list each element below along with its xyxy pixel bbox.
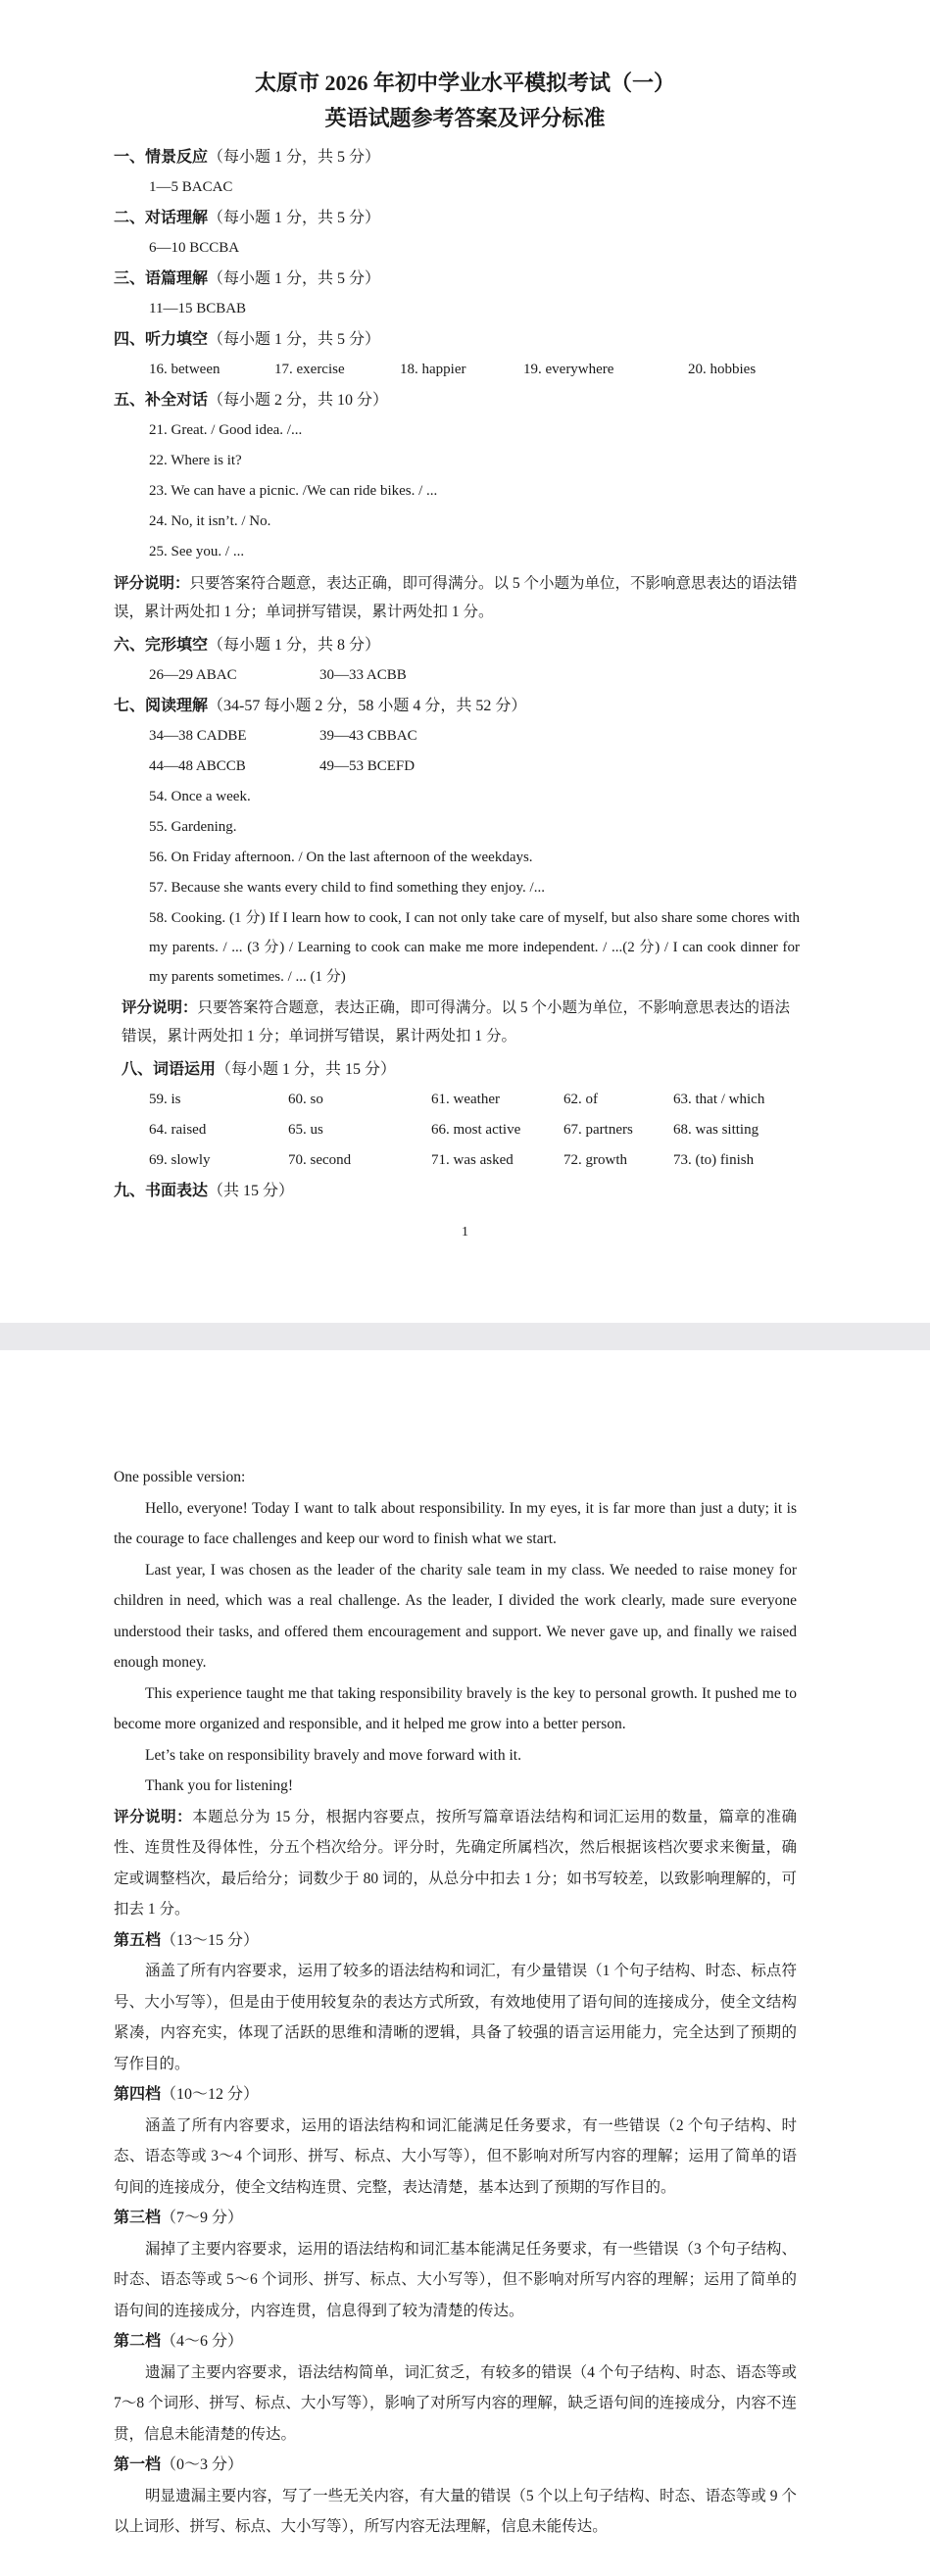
- document-subtitle: 英语试题参考答案及评分标准: [324, 106, 606, 130]
- level-description: 涵盖了所有内容要求，运用的语法结构和词汇能满足任务要求，有一些错误（2 个句子结构、时态、语态等或 3～4 个词形、拼写、标点、大小写等），但不影响对所写内容的理解；运用了简单的语句间的连接成分，使全文结构连贯、完整，表达清楚，基本达到了预期的写作目的。: [114, 2116, 797, 2196]
- answer-item: 72. growth: [563, 1152, 627, 1168]
- section-heading: 二、对话理解（每小题 1 分，共 5 分）: [114, 210, 381, 226]
- answer-item: 60. so: [288, 1092, 323, 1107]
- level-description: 漏掉了主要内容要求，运用的语法结构和词汇基本能满足任务要求，有一些错误（3 个句子结构、时态、语态等或 5～6 个词形、拼写、标点、大小写等），但不影响对所写内容的理解；运用了简单的语句间的连接成分，内容连贯，信息得到了较为清楚的传达。: [114, 2240, 797, 2319]
- answer-item: 69. slowly: [149, 1152, 211, 1168]
- answer-item: 49—53 BCEFD: [319, 758, 416, 774]
- scoring-note: 评分说明：本题总分为 15 分，根据内容要点，按所写篇章语法结构和词汇运用的数量，篇章的准确性、连贯性及得体性，分五个档次给分。评分时，先确定所属档次，然后根据该档次要求来衡量，确定或调整档次，最后给分；词数少于 80 词的，从总分中扣去 1 分；如书写较差，以致影响理解的，可扣去 1 分。: [114, 1808, 797, 1918]
- answer-item: 34—38 CADBE: [149, 728, 247, 744]
- answer-item: 68. was sitting: [673, 1122, 759, 1138]
- answer-line: 11—15 BCBAB: [149, 301, 247, 316]
- answer-58: 58. Cooking. (1 分) If I learn how to cook, I can not only take care of myself, but also share some chores with my parents. / ... (3 分) / Learning to cook can make me more independent. / ...(2 分) / I can cook dinner for my parents sometimes. / ... (1 分): [149, 910, 800, 985]
- answer-item: 64. raised: [149, 1122, 207, 1138]
- section-heading: 九、书面表达（共 15 分）: [114, 1183, 295, 1199]
- answer-item: 17. exercise: [274, 362, 345, 377]
- section-heading: 四、听力填空（每小题 1 分，共 5 分）: [114, 331, 381, 348]
- level-description: 涵盖了所有内容要求，运用了较多的语法结构和词汇，有少量错误（1 个句子结构、时态、标点符号、大小写等），但是由于使用较复杂的表达方式所致，有效地使用了语句间的连接成分，使全文结构紧凑，内容充实，体现了活跃的思维和清晰的逻辑，具备了较强的语言运用能力，完全达到了预期的写作目的。: [114, 1963, 797, 2072]
- exam-title: 太原市 2026 年初中学业水平模拟考试（一）: [254, 71, 675, 95]
- answer-line: 25. See you. / ...: [149, 544, 245, 559]
- level-heading: 第一档（0～3 分）: [114, 2456, 244, 2473]
- answer-line: 21. Great. / Good idea. /...: [149, 422, 303, 438]
- answer-line: [114, 660, 800, 691]
- scoring-note: 评分说明：只要答案符合题意，表达正确，即可得满分。以 5 个小题为单位，不影响意思表达的语法错误，累计两处扣 1 分；单词拼写错误，累计两处扣 1 分。: [114, 575, 798, 620]
- level-heading: 第四档（10～12 分）: [114, 2086, 260, 2103]
- answer-item: 62. of: [563, 1092, 598, 1107]
- answer-line: 24. No, it isn’t. / No.: [149, 513, 271, 529]
- level-heading: 第二档（4～6 分）: [114, 2333, 244, 2350]
- level-description: 明显遗漏主要内容，写了一些无关内容，有大量的错误（5 个以上句子结构、时态、语态等或 9 个以上词形、拼写、标点、大小写等），所写内容无法理解，信息未能传达。: [114, 2487, 797, 2535]
- essay-paragraph: Hello, everyone! Today I want to talk about responsibility. In my eyes, it is far more than just a duty; it is the courage to face challenges and keep our word to finish what we start.: [114, 1499, 797, 1547]
- answer-item: 66. most active: [431, 1122, 521, 1138]
- level-description: 遗漏了主要内容要求，语法结构简单，词汇贫乏，有较多的错误（4 个句子结构、时态、语态等或 7～8 个词形、拼写、标点、大小写等），影响了对所写内容的理解，缺乏语句间的连接成分，内容不连贯，信息未能清楚的传达。: [114, 2363, 797, 2443]
- answer-line: 56. On Friday afternoon. / On the last afternoon of the weekdays.: [149, 850, 533, 865]
- answer-item: 59. is: [149, 1092, 181, 1107]
- answer-item: 39—43 CBBAC: [319, 728, 417, 744]
- answer-item: 73. (to) finish: [673, 1152, 755, 1168]
- scoring-note: 评分说明：只要答案符合题意，表达正确，即可得满分。以 5 个小题为单位，不影响意思表达的语法错误，累计两处扣 1 分；单词拼写错误，累计两处扣 1 分。: [122, 999, 791, 1045]
- answer-line: [114, 721, 800, 752]
- answer-item: 30—33 ACBB: [319, 667, 407, 683]
- essay-paragraph: Thank you for listening!: [145, 1777, 294, 1794]
- section-heading: 五、补全对话（每小题 2 分，共 10 分）: [114, 392, 389, 409]
- answer-line: [114, 355, 800, 385]
- essay-paragraph: Last year, I was chosen as the leader of the charity sale team in my class. We needed to raise money for children in need, which was a real challenge. As the leader, I divided the work clearly, made sure everyone understood their tasks, and offered them encouragement and support. We never gave up, and finally we raised enough money.: [114, 1561, 797, 1671]
- answer-item: 18. happier: [400, 362, 466, 377]
- section-heading: 三、语篇理解（每小题 1 分，共 5 分）: [114, 270, 381, 287]
- level-heading: 第三档（7～9 分）: [114, 2210, 244, 2226]
- answer-line: 23. We can have a picnic. /We can ride bikes. / ...: [149, 483, 438, 499]
- answer-item: 20. hobbies: [688, 362, 757, 377]
- answer-line: 1—5 BACAC: [149, 179, 233, 195]
- answer-item: 67. partners: [563, 1122, 633, 1138]
- essay-paragraph: Let’s take on responsibility bravely and move forward with it.: [145, 1746, 521, 1764]
- answer-line: 55. Gardening.: [149, 819, 237, 835]
- answer-line: 6—10 BCCBA: [149, 240, 240, 256]
- answer-line: 54. Once a week.: [149, 789, 251, 804]
- level-heading: 第五档（13～15 分）: [114, 1931, 260, 1949]
- section-heading: 八、词语运用（每小题 1 分，共 15 分）: [122, 1061, 397, 1078]
- section-heading: 一、情景反应（每小题 1 分，共 5 分）: [114, 149, 381, 166]
- section-heading: 六、完形填空（每小题 1 分，共 8 分）: [114, 637, 381, 654]
- page-number: 1: [462, 1225, 468, 1239]
- section-heading: 七、阅读理解（34-57 每小题 2 分，58 小题 4 分，共 52 分）: [114, 698, 527, 714]
- answer-item: 71. was asked: [431, 1152, 514, 1168]
- answer-sections: [114, 142, 800, 1206]
- essay-intro: One possible version:: [114, 1469, 246, 1485]
- answer-item: 19. everywhere: [523, 362, 614, 377]
- answer-line: [114, 752, 800, 782]
- answer-item: 26—29 ABAC: [149, 667, 237, 683]
- answer-item: 70. second: [288, 1152, 352, 1168]
- essay-paragraph: This experience taught me that taking responsibility bravely is the key to personal growth. It pushed me to become more organized and responsible, and it helped me grow into a better person.: [114, 1684, 797, 1732]
- answer-item: 65. us: [288, 1122, 323, 1138]
- answer-item: 44—48 ABCCB: [149, 758, 246, 774]
- answer-line: 57. Because she wants every child to find something they enjoy. /...: [149, 880, 545, 896]
- answer-line: 22. Where is it?: [149, 453, 242, 468]
- word-usage-answers: [114, 1085, 800, 1176]
- answer-item: 63. that / which: [673, 1092, 765, 1107]
- answer-item: 61. weather: [431, 1092, 500, 1107]
- writing-section: [114, 1462, 797, 2543]
- page-separator: [0, 1323, 930, 1350]
- answer-item: 16. between: [149, 362, 220, 377]
